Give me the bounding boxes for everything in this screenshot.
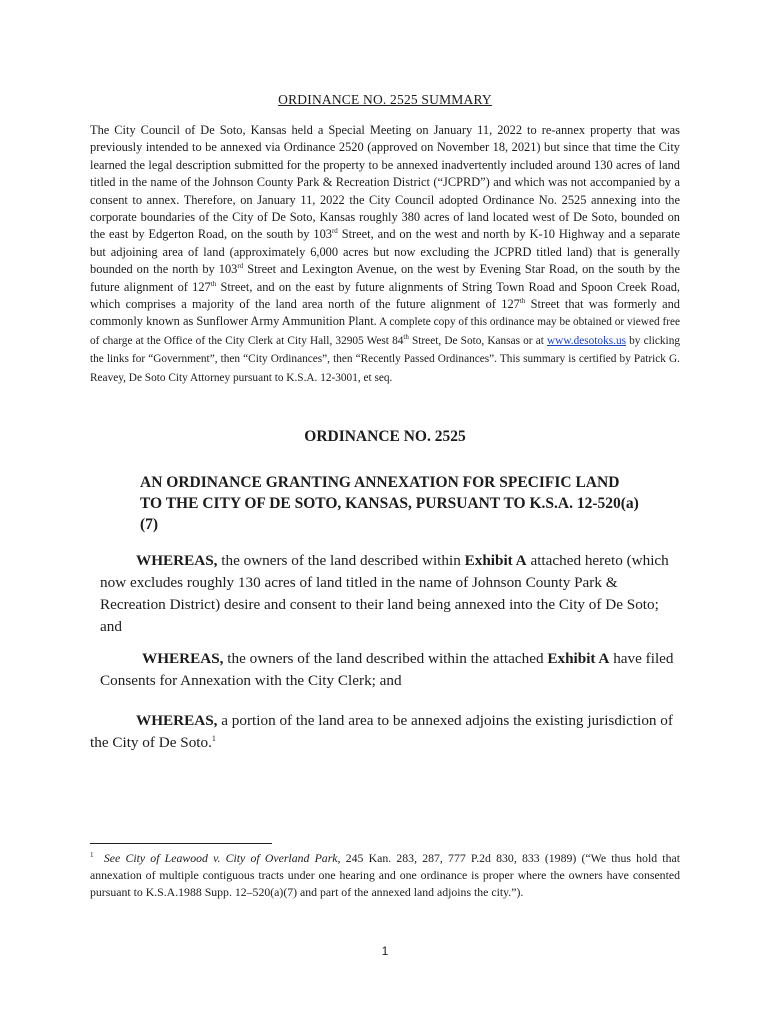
whereas-clause-3 [90,710,680,754]
summary-text-4: Street, and on the east by future alignments of String Town Road and Spoon Creek Road, which comprises a majority of the land area north of the future alignment of 127 [90,279,681,312]
whereas-text: have filed Consents for Annexation with the City Clerk; and [100,650,674,689]
case-citation: See City of Leawood v. City of Overland Park [103,851,338,865]
ordinal-suffix: rd [331,227,338,236]
whereas-lead: WHEREAS, [136,712,218,729]
ordinal-suffix: th [403,332,409,341]
whereas-text: the owners of the land described within [217,552,465,569]
whereas-text: a portion of the land area to be annexed adjoins the existing jurisdiction of the City of De Soto. [90,712,673,751]
whereas-clause-2 [100,648,680,692]
summary-text-7: Street, De Soto, Kansas or at [408,334,548,347]
summary-text-5: Street that was formerly and commonly known as Sunflower Army Ammunition Plant. [90,297,680,329]
summary-title [0,92,770,108]
summary-paragraph [90,122,680,387]
whereas-text: attached hereto (which now excludes roughly 130 acres of land titled in the name of Johnson County Park & Recreation District) desire and consent to their land being annexed into the City of De Soto; and [100,552,669,635]
summary-text-3: Street and Lexington Avenue, on the west by Evening Star Road, on the south by the future alignment of 127 [90,262,680,294]
summary-text-6: A complete copy of this ordinance may be obtained or viewed free of charge at the Office of the City Clerk at City Hall, 32905 West 84 [90,316,681,347]
footnote-text: , 245 Kan. 283, 287, 777 P.2d 830, 833 (1989) (“We thus hold that annexation of multiple contiguous tracts under one hearing and one ordinance is proper where the owners have consented pursuant to K.S.A.1988 Supp. 12–520(a)(7) and part of the annexed land adjoins the city.”). [90,851,680,899]
ordinal-suffix: th [519,296,526,305]
footnote [90,850,680,901]
whereas-text: the owners of the land described within the attached [223,650,548,667]
summary-text-1: The City Council of De Soto, Kansas held a Special Meeting on January 11, 2022 to re-annex property that was previously intended to be annexed via Ordinance 2520 (approved on November 18, 2021) but since that time the City learned the legal description submitted for the property to be annexed inadvertently included around 130 acres of land titled in the name of the Johnson County Park & Recreation District (“JCPRD”) and which was not accompanied by a consent to annex. Therefore, on January 11, 2022 the City Council adopted Ordinance No. 2525 annexing into the corporate boundaries of the City of De Soto, Kansas roughly 380 acres of land located west of De Soto, bounded on the east by Edgerton Road, on the south by 103 [90,123,680,242]
summary-text-8: by clicking the links for “Government”, then “City Ordinances”, then “Recently Passed Ordinances”. This summary is certified by Patrick G. Reavey, De Soto City Attorney pursuant to K.S.A. 12-3001, et seq. [90,334,680,384]
ordinal-suffix: rd [237,262,244,271]
whereas-lead: WHEREAS, [136,552,218,569]
ordinance-title: AN ORDINANCE GRANTING ANNEXATION FOR SPECIFIC LAND TO THE CITY OF DE SOTO, KANSAS, PURSUANT TO K.S.A. 12-520(a)(7) [140,474,639,533]
ordinal-suffix: th [210,279,217,288]
whereas-lead: WHEREAS, [142,650,224,667]
footnote-separator [90,843,272,844]
page-number: 1 [381,944,389,958]
exhibit-reference: Exhibit A [464,552,527,569]
website-link[interactable]: www.desotoks.us [547,334,626,347]
exhibit-reference: Exhibit A [547,650,610,667]
summary-text-2: Street, and on the west and north by K-10 Highway and a separate but adjoining area of land (approximately 6,000 acres but now excluding the JCPRD titled land) that is generally bounded on the north by 103 [90,227,680,277]
whereas-clause-1 [100,550,680,638]
footnote-number: 1 [90,851,94,860]
summary-title-text: ORDINANCE NO. 2525 SUMMARY [278,92,492,107]
ordinance-heading: ORDINANCE NO. 2525 [304,428,466,445]
footnote-marker[interactable]: 1 [211,733,216,743]
